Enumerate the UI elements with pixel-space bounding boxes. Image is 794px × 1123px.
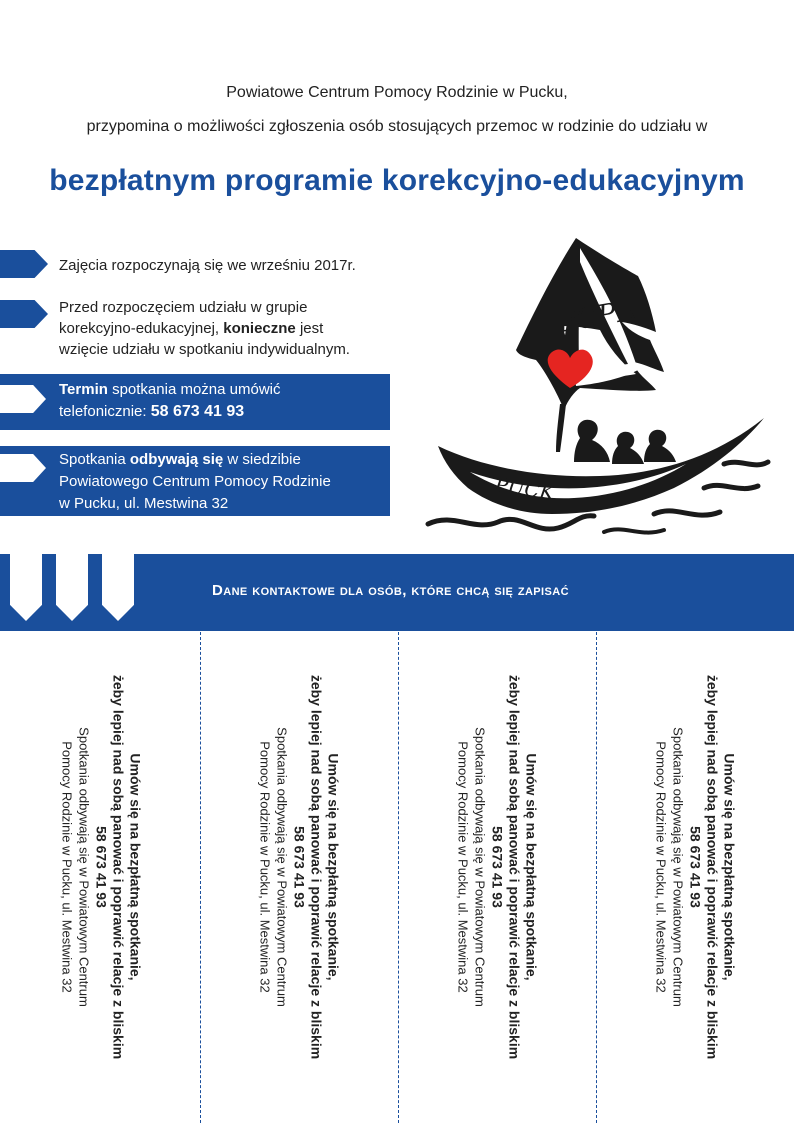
page-title: bezpłatnym programie korekcyjno-edukacyjnym: [49, 164, 745, 197]
address-line-2: Powiatowego Centrum Pomocy Rodzinie: [59, 473, 331, 490]
address-fragment: w siedzibie: [223, 451, 301, 468]
phone-info-line-1: [59, 379, 281, 401]
tear-off-line-3: Spotkania odbywają się w Powiatowym Centrum: [274, 727, 290, 1007]
info-item-2: [59, 297, 350, 360]
tear-off-text: [653, 667, 738, 1067]
chevron-down-icon: [56, 554, 88, 621]
phone-info-fragment: spotkania można umówić: [107, 381, 281, 398]
tear-off-slip[interactable]: [2, 632, 200, 1123]
tear-off-line-4: Pomocy Rodzinie w Pucku, ul. Mestwina 32: [653, 741, 669, 993]
phone-info-text: [59, 379, 281, 423]
arrow-bullet-icon: [0, 454, 46, 482]
tear-off-phone: 58 673 41 93: [93, 826, 110, 908]
figure-icon: [612, 432, 644, 464]
info-text-fragment: korekcyjno-edukacyjnej,: [59, 320, 224, 337]
tear-off-line-1: Umów się na bezpłatną spotkanie,: [721, 753, 738, 981]
tear-off-line-3: Spotkania odbywają się w Powiatowym Centrum: [472, 727, 488, 1007]
tear-off-line-4: Pomocy Rodzinie w Pucku, ul. Mestwina 32: [455, 741, 471, 993]
arrow-bullet-icon: [0, 385, 46, 413]
contact-band-title: Dane kontaktowe dla osób, które chcą się zapisać: [212, 582, 569, 599]
tear-off-line-1: Umów się na bezpłatną spotkanie,: [325, 753, 342, 981]
chevron-down-icon: [10, 554, 42, 621]
figure-icon: [574, 420, 610, 462]
tear-off-line-2: żeby lepiej nad sobą panować i poprawić relacje z bliskim: [506, 674, 523, 1060]
tear-off-line-1: Umów się na bezpłatną spotkanie,: [523, 753, 540, 981]
address-info-text: [59, 449, 331, 515]
info-item-2-line-3: wzięcie udziału w spotkaniu indywidualnym.: [59, 341, 350, 358]
phone-number: 58 673 41 93: [150, 403, 245, 420]
tear-off-text: [455, 667, 540, 1067]
contact-band: [0, 554, 794, 631]
tear-off-line-2: żeby lepiej nad sobą panować i poprawić relacje z bliskim: [110, 674, 127, 1060]
figure-icon: [644, 430, 676, 462]
phone-info-fragment: telefonicznie:: [59, 403, 151, 420]
address-line-1: [59, 449, 331, 471]
tear-off-phone: 58 673 41 93: [687, 826, 704, 908]
boat-text: PUCK: [493, 472, 557, 505]
header-line-2: przypomina o możliwości zgłoszenia osób stosujących przemoc w rodzinie do udziału w: [86, 118, 708, 135]
address-line-3: w Pucku, ul. Mestwina 32: [59, 495, 229, 512]
address-fragment: Spotkania: [59, 451, 130, 468]
phone-info-line-2: [59, 401, 281, 423]
info-item-1: Zajęcia rozpoczynają się we wrześniu 2017r.: [59, 257, 356, 274]
header-line-1: Powiatowe Centrum Pomocy Rodzinie w Pucku,: [226, 84, 568, 101]
tear-off-line-3: Spotkania odbywają się w Powiatowym Centrum: [76, 727, 92, 1007]
info-emphasis: konieczne: [223, 320, 296, 337]
tear-off-text: [59, 667, 144, 1067]
tear-off-slip[interactable]: [200, 632, 398, 1123]
chevron-down-icon: [102, 554, 134, 621]
tear-off-text: [257, 667, 342, 1067]
tear-off-phone: 58 673 41 93: [291, 826, 308, 908]
phone-info-box: [0, 374, 390, 430]
tear-off-slip[interactable]: [596, 632, 794, 1123]
tear-off-line-4: Pomocy Rodzinie w Pucku, ul. Mestwina 32: [59, 741, 75, 993]
pcpr-boat-logo: [424, 232, 774, 550]
wave-icon: [428, 516, 594, 529]
tear-off-line-1: Umów się na bezpłatną spotkanie,: [127, 753, 144, 981]
boat-hull: [438, 418, 764, 514]
info-item-2-line-1: Przed rozpoczęciem udziału w grupie: [59, 299, 308, 316]
arrow-bullet-icon: [0, 250, 48, 278]
tear-off-slip[interactable]: [398, 632, 596, 1123]
tear-off-line-4: Pomocy Rodzinie w Pucku, ul. Mestwina 32: [257, 741, 273, 993]
tear-off-line-2: żeby lepiej nad sobą panować i poprawić relacje z bliskim: [308, 674, 325, 1060]
sail-text: PCPR: [554, 292, 640, 340]
arrow-bullet-icon: [0, 300, 48, 328]
tear-off-phone: 58 673 41 93: [489, 826, 506, 908]
info-item-2-line-2: [59, 318, 350, 339]
tear-off-line-3: Spotkania odbywają się w Powiatowym Centrum: [670, 727, 686, 1007]
address-info-box: [0, 446, 390, 516]
info-text-fragment: jest: [295, 320, 324, 337]
tear-off-line-2: żeby lepiej nad sobą panować i poprawić relacje z bliskim: [704, 674, 721, 1060]
address-emphasis: odbywają się: [129, 451, 224, 468]
phone-info-emphasis: Termin: [59, 381, 108, 398]
